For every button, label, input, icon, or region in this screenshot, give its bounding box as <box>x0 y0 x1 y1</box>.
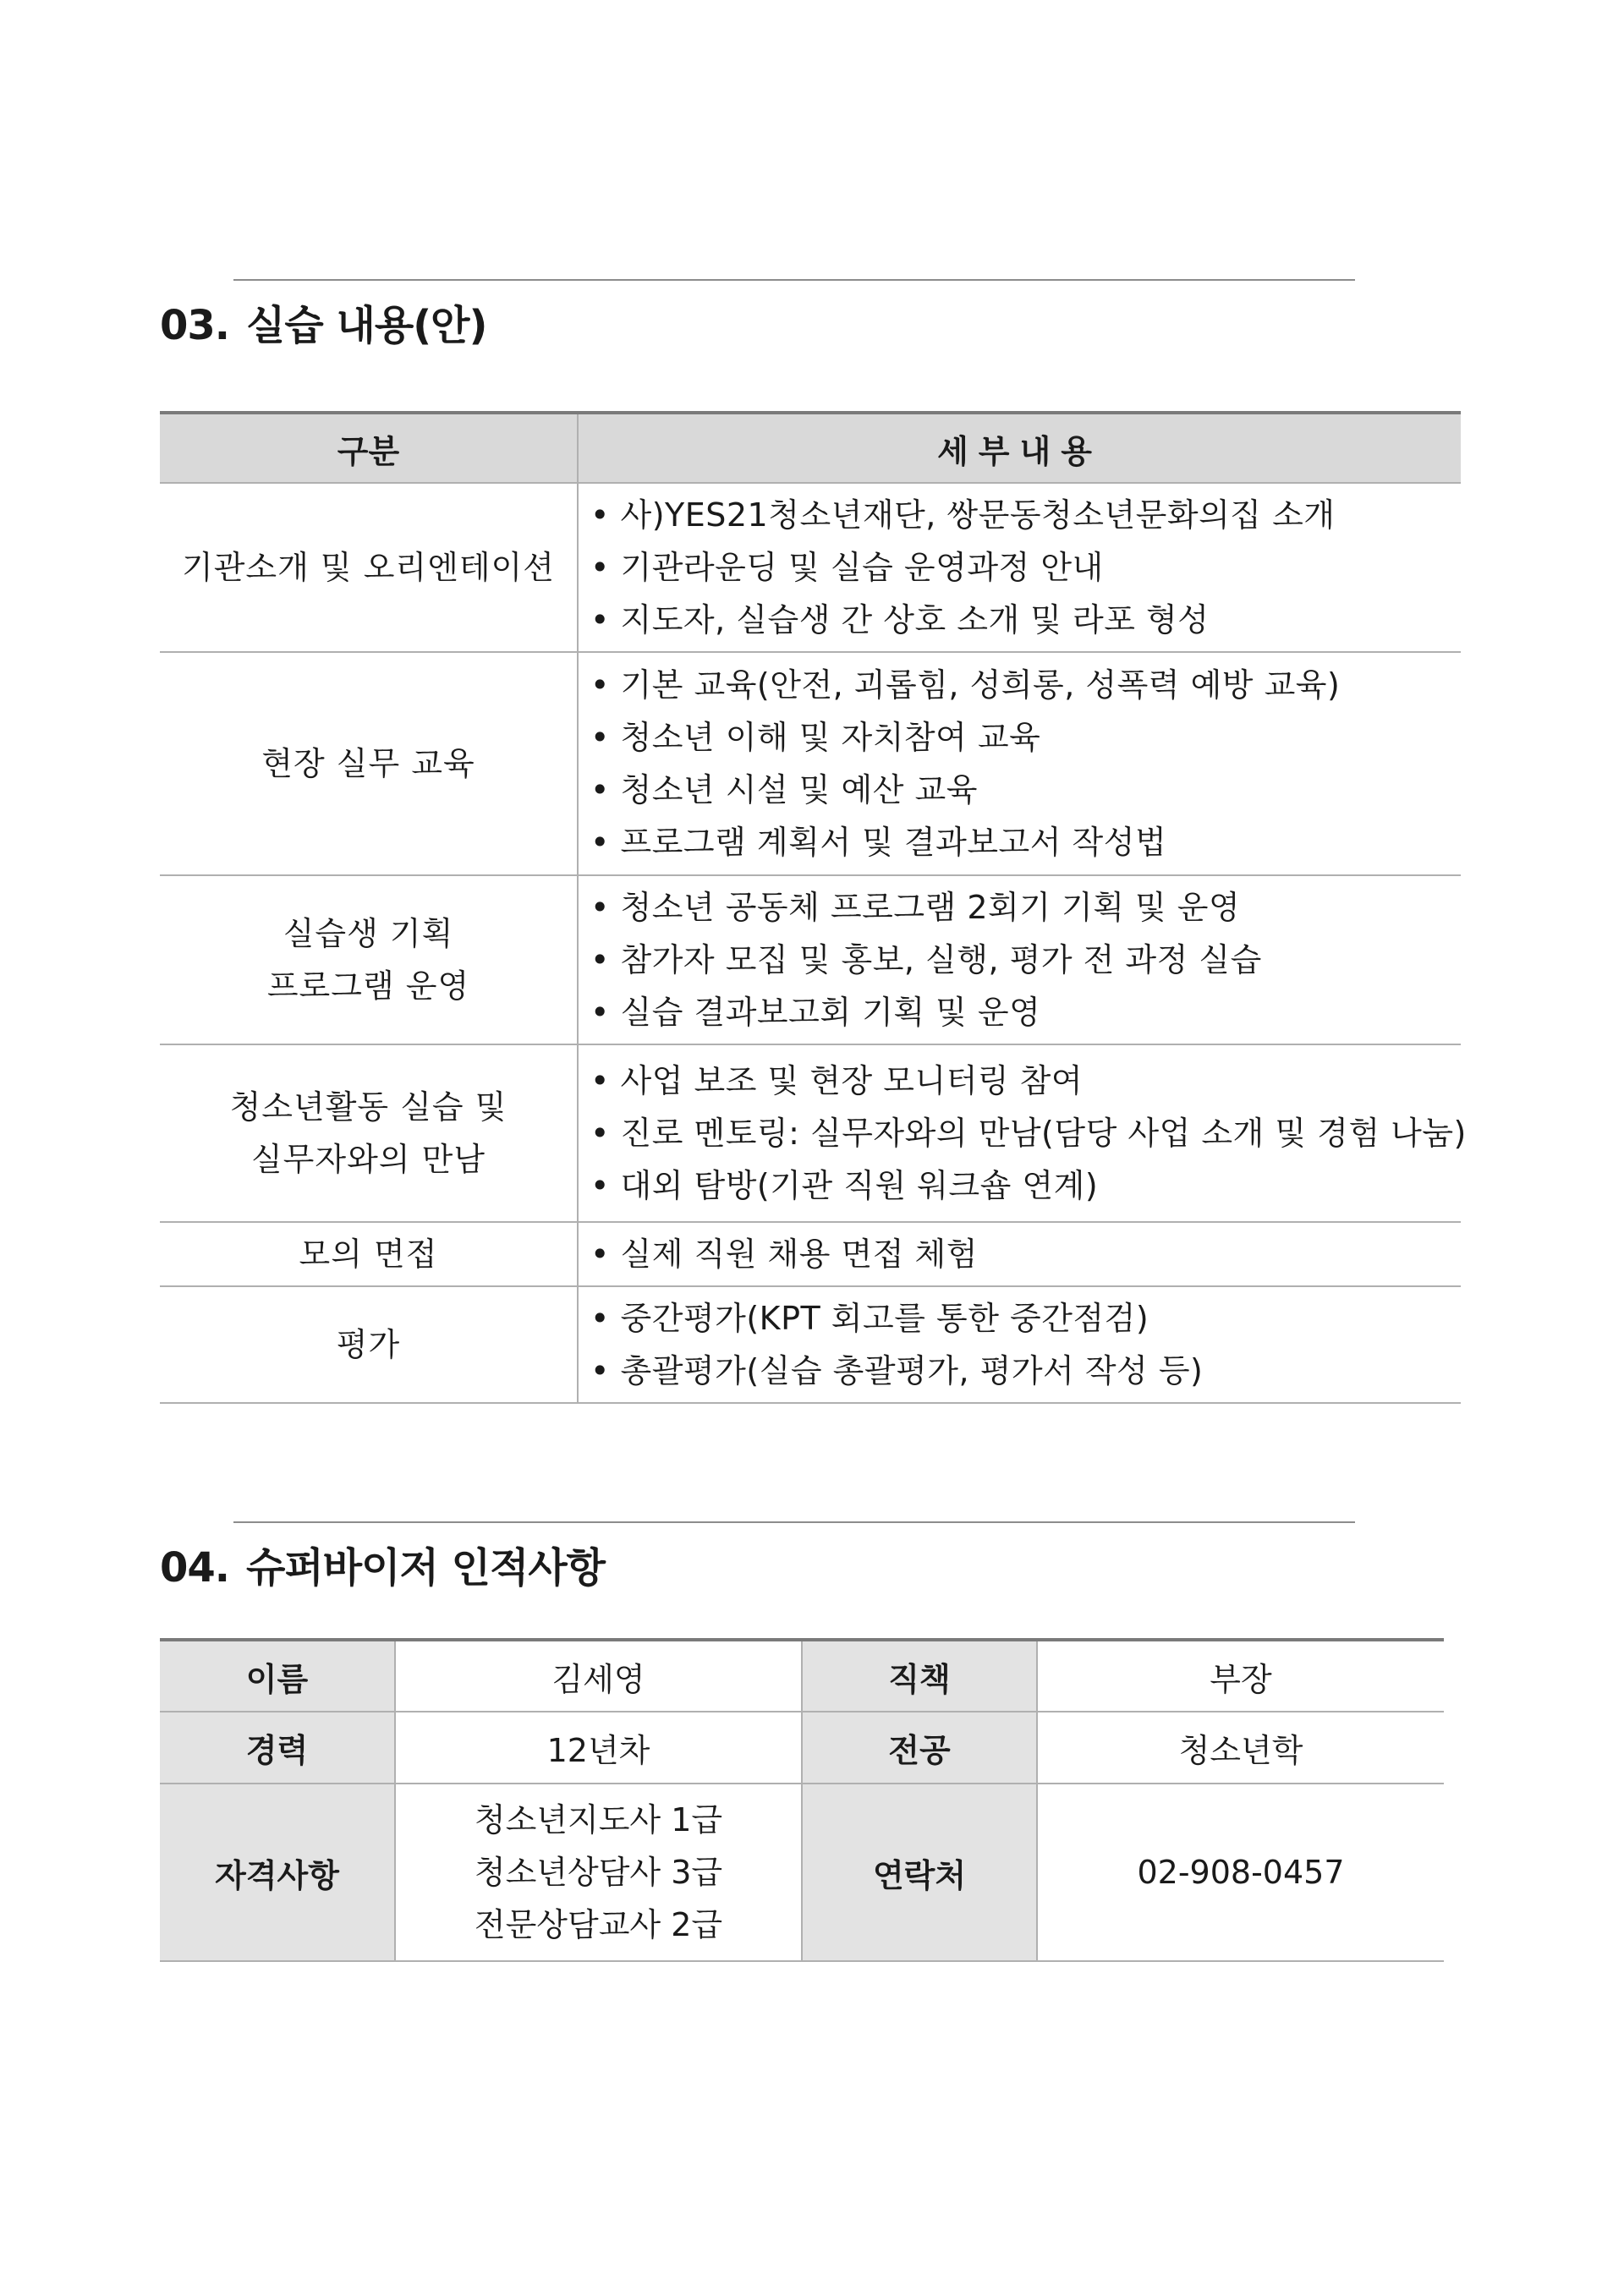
list-item: • 사업 보조 및 현장 모니터링 참여 <box>590 1055 1461 1107</box>
header-details: 세부내용 <box>578 413 1461 483</box>
training-plan-table <box>160 411 1467 1404</box>
qualification-item: 청소년상담사 3급 <box>474 1854 723 1891</box>
name-value: 김세영 <box>395 1640 802 1712</box>
section-3-heading: 실습 내용(안) <box>246 302 487 349</box>
list-item: • 사)YES21청소년재단, 쌍문동청소년문화의집 소개 <box>590 489 1461 541</box>
qualifications-label: 자격사항 <box>160 1784 395 1961</box>
major-value: 청소년학 <box>1037 1712 1444 1784</box>
category-line: 청소년활동 실습 및 <box>229 1088 508 1126</box>
table-row <box>160 652 1461 875</box>
table-header-row <box>160 413 1461 483</box>
table-row <box>160 1640 1444 1712</box>
contact-label: 연락처 <box>802 1784 1037 1961</box>
table-row <box>160 1286 1461 1403</box>
list-item: • 지도자, 실습생 간 상호 소개 및 라포 형성 <box>590 594 1461 646</box>
header-category: 구분 <box>160 413 578 483</box>
list-item: • 참가자 모집 및 홍보, 실행, 평가 전 과정 실습 <box>590 934 1461 986</box>
table-row <box>160 875 1461 1044</box>
table-row <box>160 1712 1444 1784</box>
section-3-divider <box>233 279 1355 281</box>
row-category <box>160 875 578 1044</box>
qualifications-value <box>395 1784 802 1961</box>
section-4-title <box>160 1535 605 1593</box>
position-value: 부장 <box>1037 1640 1444 1712</box>
major-label: 전공 <box>802 1712 1037 1784</box>
supervisor-info-table <box>160 1638 1444 1962</box>
category-line: 실무자와의 만남 <box>250 1141 486 1178</box>
row-details <box>578 1044 1467 1222</box>
list-item: • 프로그램 계획서 및 결과보고서 작성법 <box>590 816 1461 869</box>
list-item: • 기관라운딩 및 실습 운영과정 안내 <box>590 541 1461 594</box>
row-details <box>578 652 1461 875</box>
category-line: 프로그램 운영 <box>266 967 470 1005</box>
career-label: 경력 <box>160 1712 395 1784</box>
row-category: 현장 실무 교육 <box>160 652 578 875</box>
qualification-item: 전문상담교사 2급 <box>474 1906 723 1943</box>
list-item: • 중간평가(KPT 회고를 통한 중간점검) <box>590 1292 1461 1345</box>
row-details <box>578 1286 1461 1403</box>
table-row <box>160 483 1461 652</box>
section-4-number: 04. <box>160 1544 230 1592</box>
section-4-heading: 슈퍼바이저 인적사항 <box>246 1544 606 1592</box>
list-item: • 기본 교육(안전, 괴롭힘, 성희롱, 성폭력 예방 교육) <box>590 659 1461 711</box>
row-category: 기관소개 및 오리엔테이션 <box>160 483 578 652</box>
career-value: 12년차 <box>395 1712 802 1784</box>
row-details <box>578 875 1461 1044</box>
row-category <box>160 1044 578 1222</box>
list-item: • 실습 결과보고회 기획 및 운영 <box>590 986 1461 1038</box>
section-3-number: 03. <box>160 302 230 349</box>
qualification-item: 청소년지도사 1급 <box>474 1801 723 1838</box>
table-row <box>160 1222 1461 1286</box>
row-category: 모의 면접 <box>160 1222 578 1286</box>
contact-value: 02-908-0457 <box>1037 1784 1444 1961</box>
name-label: 이름 <box>160 1640 395 1712</box>
table-row <box>160 1044 1461 1222</box>
list-item: • 청소년 시설 및 예산 교육 <box>590 764 1461 816</box>
position-label: 직책 <box>802 1640 1037 1712</box>
list-item: • 진로 멘토링: 실무자와의 만남(담당 사업 소개 및 경험 나눔) <box>590 1107 1461 1159</box>
row-details <box>578 1222 1461 1286</box>
section-4-divider <box>233 1521 1355 1523</box>
table-row <box>160 1784 1444 1961</box>
list-item: • 총괄평가(실습 총괄평가, 평가서 작성 등) <box>590 1345 1461 1397</box>
list-item: • 청소년 공동체 프로그램 2회기 기획 및 운영 <box>590 881 1461 934</box>
list-item: • 청소년 이해 및 자치참여 교육 <box>590 711 1461 764</box>
list-item: • 실제 직원 채용 면접 체험 <box>590 1228 1461 1280</box>
row-details <box>578 483 1461 652</box>
section-3-title <box>160 293 486 351</box>
category-line: 실습생 기획 <box>283 915 454 952</box>
row-category: 평가 <box>160 1286 578 1403</box>
list-item: • 대외 탐방(기관 직원 워크숍 연계) <box>590 1159 1461 1212</box>
